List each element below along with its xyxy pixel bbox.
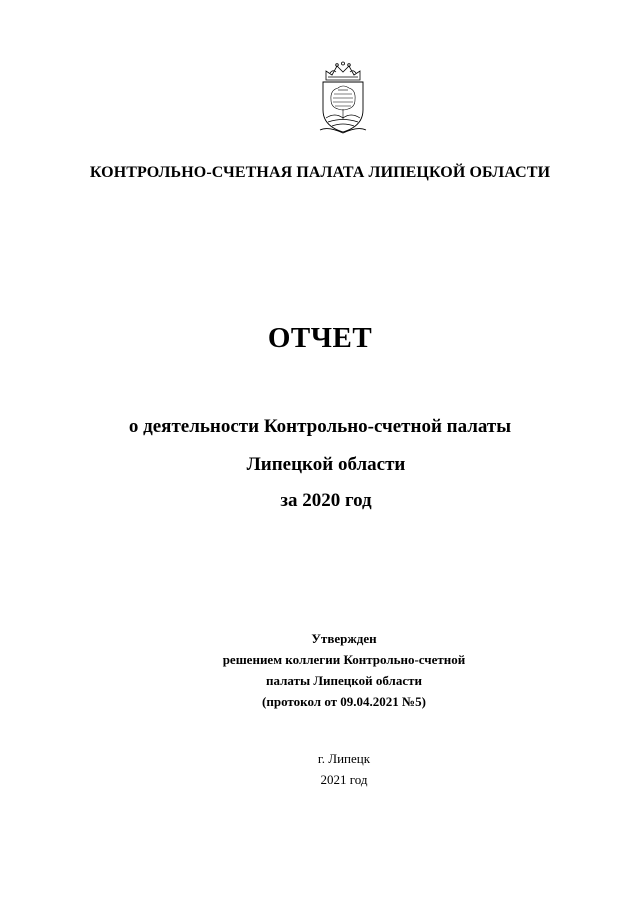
report-subtitle-line: Липецкой области: [246, 454, 406, 475]
approval-line: (протокол от 09.04.2021 №5): [262, 694, 426, 709]
report-subtitle-line: за 2020 год: [280, 490, 372, 511]
city-label: г. Липецк: [317, 751, 371, 766]
organization-heading: КОНТРОЛЬНО-СЧЕТНАЯ ПАЛАТА ЛИПЕЦКОЙ ОБЛАСТИ: [89, 164, 551, 181]
year-label: 2021 год: [320, 772, 368, 787]
report-subtitle-line: о деятельности Контрольно-счетной палаты: [128, 416, 512, 437]
report-title: ОТЧЕТ: [267, 322, 373, 354]
approval-line: Утвержден: [311, 631, 377, 646]
approval-line: решением коллегии Контрольно-счетной: [222, 652, 466, 667]
coat-of-arms-icon: [318, 60, 368, 135]
approval-line: палаты Липецкой области: [266, 673, 422, 688]
